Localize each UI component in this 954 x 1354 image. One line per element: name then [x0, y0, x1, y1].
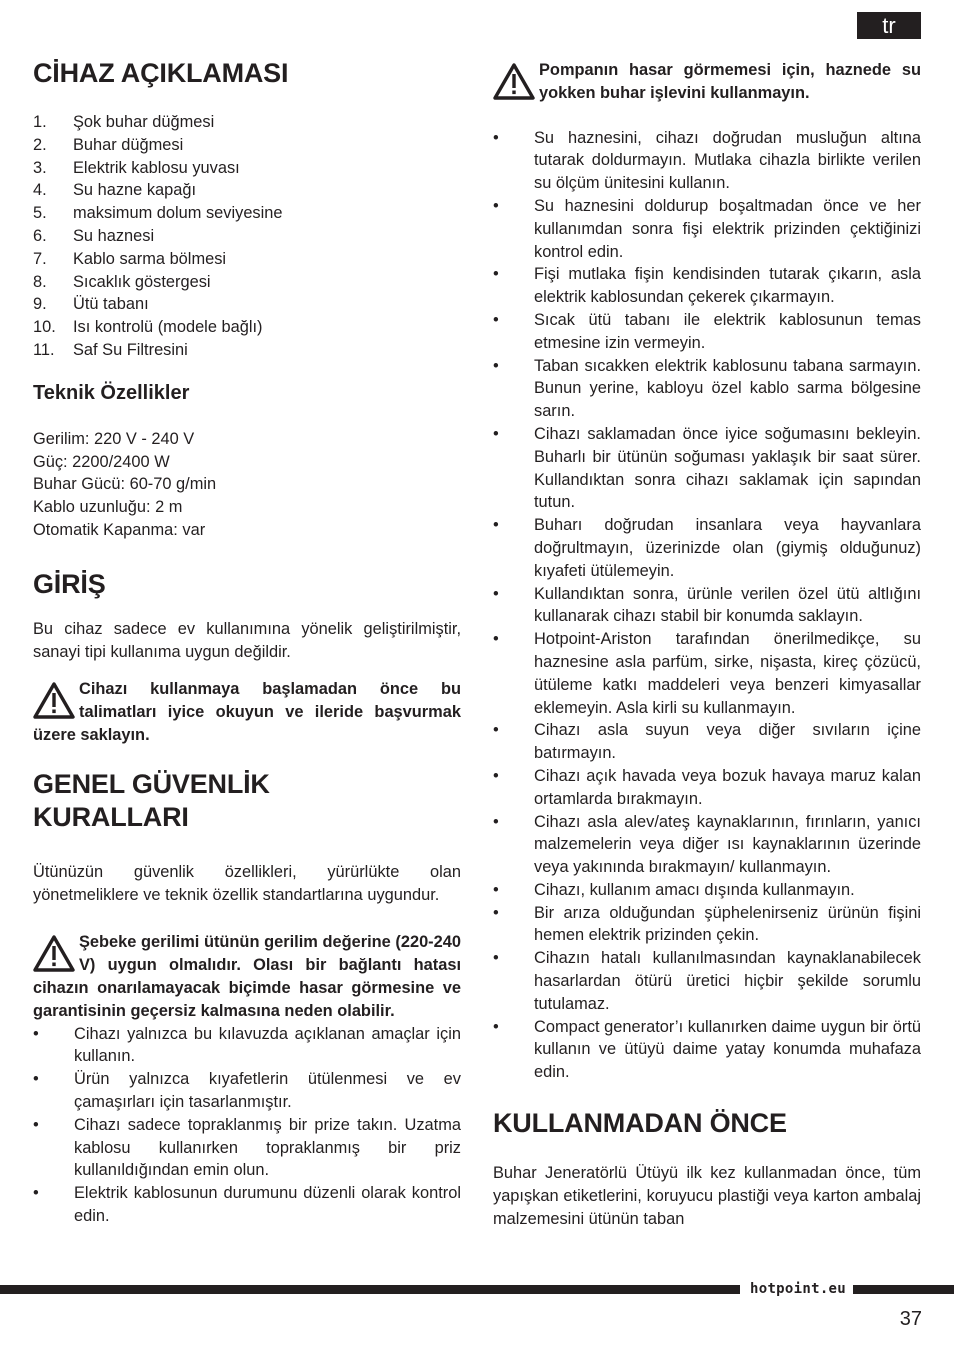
intro-text: Bu cihaz sadece ev kullanımına yönelik geliştirilmiştir, sanayi tipi kullanıma uygun değildir.: [33, 619, 461, 661]
bullet-item: [33, 1023, 461, 1069]
bullet-mark: •: [493, 949, 499, 968]
bullet-item: [493, 263, 921, 309]
parts-list-item: [33, 225, 461, 248]
tech-spec-line: Gerilim: 220 V - 240 V: [33, 429, 195, 448]
bullet-text: Su haznesini, cihazı doğrudan musluğun altına tutarak doldurmayın. Mutlaka cihazla birlikte verilen su ölçüm ünitesini kullanın.: [534, 128, 921, 193]
item-label: maksimum dolum seviyesine: [73, 204, 283, 223]
bullet-item: [33, 1068, 461, 1114]
bullet-mark: •: [493, 903, 499, 922]
bullet-mark: •: [493, 310, 499, 329]
item-label: Buhar düğmesi: [73, 135, 184, 154]
tech-spec-line: Buhar Gücü: 60-70 g/min: [33, 475, 217, 494]
item-number: 10.: [33, 318, 56, 337]
bullet-text: Cihazı sadece topraklanmış bir prize takın. Uzatma kablosu kullanırken topraklanmış bir priz kullanıldığından emin olun.: [74, 1115, 461, 1180]
parts-list-item: [33, 111, 461, 134]
bullet-item: [493, 309, 921, 355]
parts-list: [33, 111, 461, 362]
bullet-text: Taban sıcakken elektrik kablosunu tabana sarmayın. Bunun yerine, kabloyu özel kablo sarma bölgesine sarın.: [534, 356, 921, 421]
item-label: Su hazne kapağı: [73, 181, 197, 200]
tech-spec-line: Otomatik Kapanma: var: [33, 520, 206, 539]
voltage-warning-text: Şebeke gerilimi ütünün gerilim değerine (220-240 V) uygun olmalıdır. Olası bir bağlantı hatası cihazın onarılamayacak biçimde hasar görmesine ve garantisinin geçersiz kalmasına neden olabilir.: [33, 933, 461, 1020]
bullet-mark: •: [493, 584, 499, 603]
item-label: Ütü tabanı: [73, 295, 149, 314]
tech-spec-line: Güç: 2200/2400 W: [33, 452, 170, 471]
bullet-item: [493, 514, 921, 582]
safety-bullets-right: [493, 127, 921, 1084]
item-number: 1.: [33, 113, 47, 131]
warning-icon: [33, 935, 75, 973]
bullet-text: Cihazın hatalı kullanılmasından kaynaklanabilecek hasarlardan ötürü üretici hiçbir şekilde sorumlu tutulamaz.: [534, 949, 921, 1013]
section-title-before-use: KULLANMADAN ÖNCE: [493, 1108, 787, 1139]
bullet-item: [493, 879, 921, 902]
bullet-mark: •: [493, 630, 499, 649]
bullet-mark: •: [493, 265, 499, 284]
left-column: [33, 57, 461, 1228]
parts-list-item: [33, 202, 461, 225]
bullet-text: Hotpoint-Ariston tarafından önerilmedikçe, su haznesine asla parfüm, sirke, nişasta, kireç çözücü, ütüleme katkı maddeleri veya benzeri kimyasallar eklemeyin. Asla kirli su kullanmayın.: [534, 630, 921, 717]
parts-list-item: [33, 316, 461, 339]
voltage-warning: [33, 931, 461, 1022]
right-column: [493, 59, 921, 1230]
bullet-item: [493, 765, 921, 811]
warning-icon: [493, 63, 535, 101]
item-label: Isı kontrolü (modele bağlı): [73, 318, 263, 337]
item-label: Elektrik kablosu yuvası: [73, 158, 240, 177]
bullet-mark: •: [33, 1184, 39, 1203]
bullet-mark: •: [493, 812, 499, 831]
bullet-text: Cihazı, kullanım amacı dışında kullanmayın.: [534, 880, 855, 899]
bullet-text: Cihazı asla suyun veya diğer sıvıların içine batırmayın.: [534, 721, 921, 763]
item-label: Sıcaklık göstergesi: [73, 272, 211, 291]
item-number: 8.: [33, 272, 47, 291]
bullet-text: Compact generator’ı kullanırken daime uygun bir örtü kullanın ve ütüyü daime yatay konumda muhafaza edin.: [534, 1017, 921, 1082]
bullet-item: [493, 1016, 921, 1084]
parts-list-item: [33, 134, 461, 157]
bullet-mark: •: [493, 128, 499, 147]
parts-list-item: [33, 339, 461, 362]
footer-rule-left: [0, 1285, 740, 1294]
item-label: Su haznesi: [73, 226, 155, 245]
bullet-text: Fişi mutlaka fişin kendisinden tutarak çıkarın, asla elektrik kablosundan çekerek çıkarmayın.: [534, 265, 921, 307]
bullet-mark: •: [493, 196, 499, 215]
safety-bullets-left: [33, 1023, 461, 1228]
bullet-item: [493, 127, 921, 195]
bullet-item: [493, 902, 921, 948]
bullet-text: Cihazı asla alev/ateş kaynaklarının, fırınların, yanıcı malzemelerin veya diğer ısı kaynaklarının üzerinde veya yakınında bırakmayın/ kullanmayın.: [534, 812, 921, 877]
bullet-item: [493, 628, 921, 719]
item-number: 5.: [33, 204, 47, 223]
tech-spec-line: Kablo uzunluğu: 2 m: [33, 498, 183, 517]
bullet-mark: •: [33, 1070, 39, 1089]
warning-icon: [33, 682, 75, 720]
bullet-text: Su haznesini doldurup boşaltmadan önce ve her kullanımdan sonra fişi elektrik prizinden çektiğinizi kontrol edin.: [534, 196, 921, 261]
parts-list-item: [33, 293, 461, 316]
bullet-text: Buharı doğrudan insanlara veya hayvanlara doğrultmayın, üzerinizde olan (giymiş olduğunuz) kıyafeti ütülemeyin.: [534, 516, 921, 580]
bullet-item: [493, 355, 921, 423]
item-number: 11.: [33, 340, 55, 359]
section-title-intro: GİRİŞ: [33, 568, 106, 599]
bullet-text: Cihazı açık havada veya bozuk havaya maruz kalan ortamlarda bırakmayın.: [534, 766, 921, 808]
before-use-text: Buhar Jeneratörlü Ütüyü ilk kez kullanmadan önce, tüm yapışkan etiketlerini, koruyucu plastiği veya karton ambalaj malzemesini ütünün taban: [493, 1164, 921, 1228]
parts-list-item: [33, 179, 461, 202]
intro-warning-text: Cihazı kullanmaya başlamadan önce bu talimatları iyice okuyun ve ileride başvurmak üzere saklayın.: [33, 680, 461, 744]
bullet-item: [33, 1182, 461, 1228]
bullet-text: Cihazı yalnızca bu kılavuzda açıklanan amaçlar için kullanın.: [74, 1024, 461, 1066]
intro-warning: [33, 678, 461, 746]
pump-warning: [493, 59, 921, 105]
section-title-device: CİHAZ AÇIKLAMASI: [33, 58, 289, 88]
bullet-mark: •: [493, 721, 499, 740]
item-label: Saf Su Filtresini: [73, 340, 188, 359]
item-number: 6.: [33, 226, 47, 245]
section-title-safety: GENEL GÜVENLİK KURALLARI: [33, 768, 270, 832]
bullet-mark: •: [493, 880, 499, 899]
tech-specs-title: Teknik Özellikler: [33, 381, 190, 404]
item-number: 3.: [33, 158, 47, 177]
bullet-item: [493, 583, 921, 629]
page-number: 37: [899, 1308, 922, 1330]
tech-specs-list: [33, 428, 461, 542]
safety-text: Ütünüzün güvenlik özellikleri, yürürlükte olan yönetmeliklere ve teknik özellik standartlarına uygundur.: [33, 862, 461, 904]
bullet-mark: •: [33, 1024, 39, 1043]
item-label: Kablo sarma bölmesi: [73, 249, 227, 268]
bullet-mark: •: [493, 356, 499, 375]
footer-rule-right: [853, 1285, 954, 1294]
bullet-item: [493, 719, 921, 765]
bullet-text: Ürün yalnızca kıyafetlerin ütülenmesi ve ev çamaşırları için tasarlanmıştır.: [74, 1070, 461, 1111]
bullet-text: Elektrik kablosunun durumunu düzenli olarak kontrol edin.: [74, 1184, 461, 1225]
bullet-text: Kullandıktan sonra, ürünle verilen özel ütü altlığını kullanarak cihazı stabil bir konumda saklayın.: [534, 584, 921, 626]
item-number: 4.: [33, 181, 47, 200]
item-number: 2.: [33, 135, 47, 154]
bullet-mark: •: [493, 766, 499, 785]
footer-brand: hotpoint.eu: [749, 1281, 847, 1297]
bullet-mark: •: [493, 516, 499, 535]
item-number: 9.: [33, 295, 47, 314]
bullet-item: [33, 1114, 461, 1182]
pump-warning-text: Pompanın hasar görmemesi için, haznede su yokken buhar işlevini kullanmayın.: [539, 61, 921, 102]
bullet-text: Sıcak ütü tabanı ile elektrik kablosunun temas etmesine izin vermeyin.: [534, 310, 921, 352]
bullet-item: [493, 947, 921, 1015]
bullet-text: Cihazı saklamadan önce iyice soğumasını bekleyin. Buharlı bir ütünün soğuması yaklaşık bir saat sürer. Kullandıktan sonra cihazı saklamak için sapından tutun.: [534, 424, 921, 512]
item-label: Şok buhar düğmesi: [73, 113, 215, 131]
bullet-item: [493, 423, 921, 514]
bullet-text: Bir arıza olduğundan şüphelenirseniz ürünün fişini hemen elektrik prizinden çekin.: [534, 903, 921, 945]
parts-list-item: [33, 271, 461, 294]
language-tab: tr: [857, 12, 921, 39]
parts-list-item: [33, 248, 461, 271]
bullet-item: [493, 195, 921, 263]
bullet-mark: •: [33, 1115, 39, 1134]
item-number: 7.: [33, 249, 47, 268]
parts-list-item: [33, 157, 461, 180]
bullet-mark: •: [493, 424, 499, 443]
bullet-mark: •: [493, 1017, 499, 1036]
bullet-item: [493, 811, 921, 879]
